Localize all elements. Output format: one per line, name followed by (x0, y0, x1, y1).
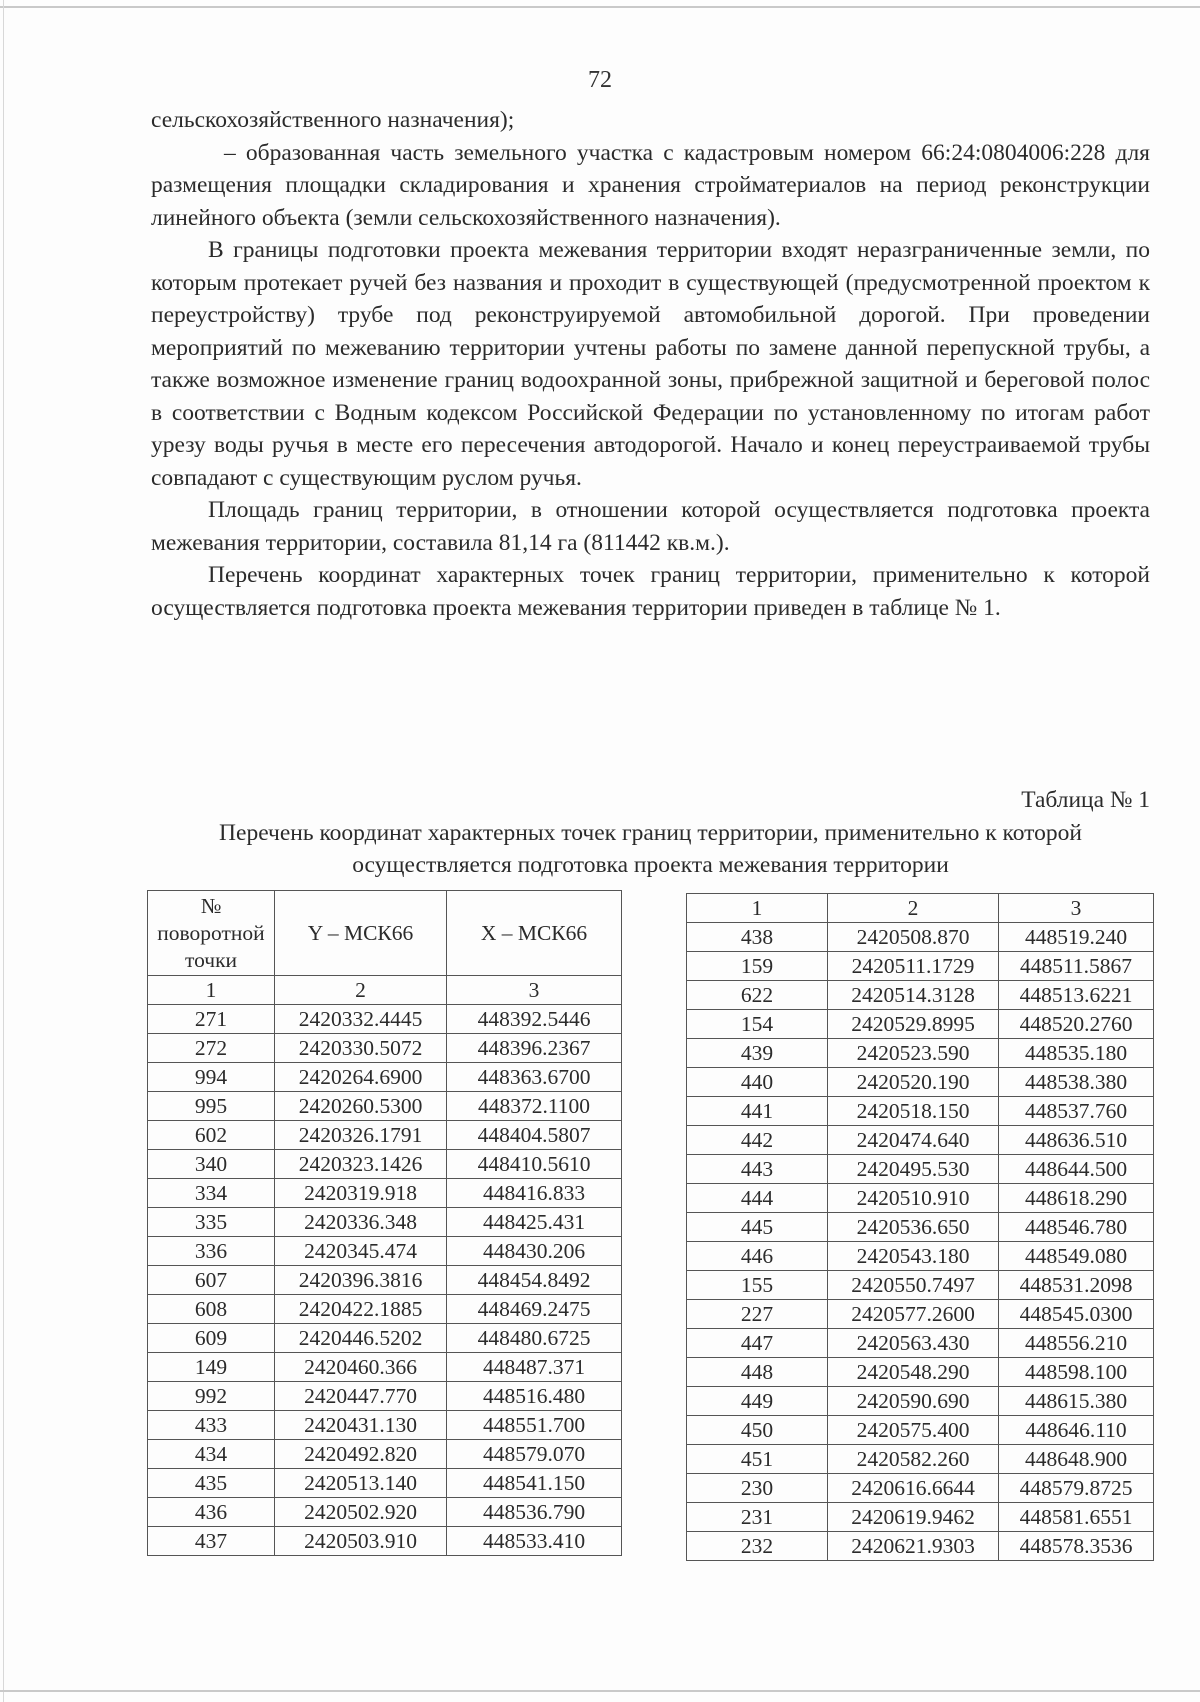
table-row (148, 1237, 622, 1266)
x-coordinate-cell: 448535.180 (999, 1039, 1154, 1068)
y-coordinate-cell: 2420520.190 (828, 1068, 999, 1097)
point-number-cell: 335 (148, 1208, 275, 1237)
point-number-cell: 227 (687, 1300, 828, 1329)
table-row (687, 952, 1154, 981)
x-coordinate-cell: 448546.780 (999, 1213, 1154, 1242)
table-row (148, 1266, 622, 1295)
x-coordinate-cell: 448520.2760 (999, 1010, 1154, 1039)
x-coordinate-cell: 448425.431 (447, 1208, 622, 1237)
table-row (687, 1242, 1154, 1271)
point-number-cell: 271 (148, 1005, 275, 1034)
table-row (148, 1150, 622, 1179)
y-coordinate-cell: 2420621.9303 (828, 1532, 999, 1561)
point-number-cell: 446 (687, 1242, 828, 1271)
y-coordinate-cell: 2420345.474 (275, 1237, 447, 1266)
paragraph: сельскохозяйственного назначения); (151, 107, 515, 133)
point-number-cell: 230 (687, 1474, 828, 1503)
point-number-cell: 435 (148, 1469, 275, 1498)
table-row (148, 1440, 622, 1469)
x-coordinate-cell: 448480.6725 (447, 1324, 622, 1353)
x-coordinate-cell: 448644.500 (999, 1155, 1154, 1184)
y-coordinate-cell: 2420619.9462 (828, 1503, 999, 1532)
column-number-row (687, 894, 1154, 923)
x-coordinate-cell: 448410.5610 (447, 1150, 622, 1179)
x-coordinate-cell: 448551.700 (447, 1411, 622, 1440)
point-number-cell: 434 (148, 1440, 275, 1469)
x-coordinate-cell: 448487.371 (447, 1353, 622, 1382)
column-number-cell: 2 (828, 894, 999, 923)
point-number-cell: 334 (148, 1179, 275, 1208)
y-coordinate-cell: 2420492.820 (275, 1440, 447, 1469)
point-number-cell: 439 (687, 1039, 828, 1068)
point-number-cell: 447 (687, 1329, 828, 1358)
y-coordinate-cell: 2420332.4445 (275, 1005, 447, 1034)
table-row (687, 1068, 1154, 1097)
table-row (687, 1387, 1154, 1416)
point-number-cell: 155 (687, 1271, 828, 1300)
y-coordinate-cell: 2420330.5072 (275, 1034, 447, 1063)
x-coordinate-cell: 448396.2367 (447, 1034, 622, 1063)
x-coordinate-cell: 448469.2475 (447, 1295, 622, 1324)
column-number-cell: 1 (687, 894, 828, 923)
point-number-cell: 436 (148, 1498, 275, 1527)
point-number-cell: 231 (687, 1503, 828, 1532)
point-number-cell: 449 (687, 1387, 828, 1416)
x-coordinate-cell: 448363.6700 (447, 1063, 622, 1092)
x-coordinate-cell: 448516.480 (447, 1382, 622, 1411)
y-coordinate-cell: 2420446.5202 (275, 1324, 447, 1353)
y-coordinate-cell: 2420422.1885 (275, 1295, 447, 1324)
table-row (687, 1097, 1154, 1126)
y-coordinate-cell: 2420447.770 (275, 1382, 447, 1411)
coordinates-table-right (686, 893, 1154, 1561)
point-number-cell: 272 (148, 1034, 275, 1063)
paragraph: Перечень координат характерных точек границ территории, применительно к которой осуществляется подготовка проекта межевания территории приведен в таблице № 1. (151, 562, 1150, 621)
point-number-cell: 608 (148, 1295, 275, 1324)
x-coordinate-cell: 448615.380 (999, 1387, 1154, 1416)
table-caption: Таблица № 1 (1021, 787, 1150, 813)
y-coordinate-cell: 2420513.140 (275, 1469, 447, 1498)
x-coordinate-cell: 448430.206 (447, 1237, 622, 1266)
y-coordinate-cell: 2420264.6900 (275, 1063, 447, 1092)
x-coordinate-cell: 448636.510 (999, 1126, 1154, 1155)
table-row (687, 923, 1154, 952)
x-coordinate-cell: 448579.070 (447, 1440, 622, 1469)
x-coordinate-cell: 448648.900 (999, 1445, 1154, 1474)
x-coordinate-cell: 448545.0300 (999, 1300, 1154, 1329)
point-number-cell: 149 (148, 1353, 275, 1382)
table-row (687, 1300, 1154, 1329)
point-number-cell: 609 (148, 1324, 275, 1353)
y-coordinate-cell: 2420260.5300 (275, 1092, 447, 1121)
y-coordinate-cell: 2420510.910 (828, 1184, 999, 1213)
y-coordinate-cell: 2420616.6644 (828, 1474, 999, 1503)
column-number-cell: 2 (275, 976, 447, 1005)
point-number-cell: 159 (687, 952, 828, 981)
y-coordinate-cell: 2420536.650 (828, 1213, 999, 1242)
y-coordinate-cell: 2420543.180 (828, 1242, 999, 1271)
x-coordinate-cell: 448618.290 (999, 1184, 1154, 1213)
y-coordinate-cell: 2420514.3128 (828, 981, 999, 1010)
point-number-cell: 441 (687, 1097, 828, 1126)
paragraph: Площадь границ территории, в отношении которой осуществляется подготовка проекта межевания территории, составила 81,14 га (811442 кв.м.). (151, 497, 1150, 556)
x-coordinate-cell: 448404.5807 (447, 1121, 622, 1150)
table-title: Перечень координат характерных точек границ территории, применительно к которой осуществляется подготовка проекта межевания территории (219, 820, 1082, 878)
y-coordinate-cell: 2420518.150 (828, 1097, 999, 1126)
table-row (687, 981, 1154, 1010)
y-coordinate-cell: 2420548.290 (828, 1358, 999, 1387)
point-number-cell: 992 (148, 1382, 275, 1411)
y-coordinate-cell: 2420495.530 (828, 1155, 999, 1184)
table-row (687, 1503, 1154, 1532)
x-coordinate-cell: 448533.410 (447, 1527, 622, 1556)
table-row (148, 1324, 622, 1353)
table-row (687, 1213, 1154, 1242)
table-row (148, 1411, 622, 1440)
table-row (687, 1329, 1154, 1358)
point-number-cell: 448 (687, 1358, 828, 1387)
x-coordinate-header: X – МСК66 (447, 891, 622, 976)
x-coordinate-cell: 448538.380 (999, 1068, 1154, 1097)
table-header-row (148, 891, 622, 976)
point-number-cell: 433 (148, 1411, 275, 1440)
y-coordinate-cell: 2420323.1426 (275, 1150, 447, 1179)
paragraph: В границы подготовки проекта межевания территории входят неразграниченные земли, по которым протекает ручей без названия и проходит в существующей (предусмотренной проектом к переустройству) трубе под реконструируемой автомобильной дорогой. При проведении мероприятий по межеванию территории учтены работы по замене данной перепускной трубы, а также возможное изменение границ водоохранной зоны, прибрежной защитной и береговой полос в соответствии с Водным кодексом Российской Федерации по установленному по итогам работ урезу воды ручья в месте его пересечения автодорогой. Начало и конец переустраиваемой трубы совпадают с существующим руслом ручья. (151, 237, 1150, 491)
point-number-cell: 340 (148, 1150, 275, 1179)
point-number-cell: 438 (687, 923, 828, 952)
point-number-cell: 607 (148, 1266, 275, 1295)
y-coordinate-cell: 2420503.910 (275, 1527, 447, 1556)
coordinates-table-left (147, 890, 622, 1556)
y-coordinate-cell: 2420508.870 (828, 923, 999, 952)
x-coordinate-cell: 448416.833 (447, 1179, 622, 1208)
x-coordinate-cell: 448519.240 (999, 923, 1154, 952)
x-coordinate-cell: 448598.100 (999, 1358, 1154, 1387)
table-row (687, 1039, 1154, 1068)
table-row (148, 1092, 622, 1121)
x-coordinate-cell: 448454.8492 (447, 1266, 622, 1295)
y-coordinate-cell: 2420326.1791 (275, 1121, 447, 1150)
y-coordinate-cell: 2420523.590 (828, 1039, 999, 1068)
column-number-row (148, 976, 622, 1005)
x-coordinate-cell: 448581.6551 (999, 1503, 1154, 1532)
y-coordinate-cell: 2420396.3816 (275, 1266, 447, 1295)
table-row (687, 1416, 1154, 1445)
table-row (148, 1208, 622, 1237)
scan-edge-bottom (0, 1690, 1200, 1692)
table-row (148, 1469, 622, 1498)
table-row (148, 1005, 622, 1034)
column-number-cell: 3 (447, 976, 622, 1005)
x-coordinate-cell: 448578.3536 (999, 1532, 1154, 1561)
y-coordinate-cell: 2420460.366 (275, 1353, 447, 1382)
y-coordinate-cell: 2420319.918 (275, 1179, 447, 1208)
scan-edge-top (0, 6, 1200, 8)
x-coordinate-cell: 448579.8725 (999, 1474, 1154, 1503)
point-number-cell: 451 (687, 1445, 828, 1474)
y-coordinate-cell: 2420529.8995 (828, 1010, 999, 1039)
table-row (687, 1126, 1154, 1155)
y-coordinate-header: Y – МСК66 (275, 891, 447, 976)
point-number-cell: 232 (687, 1532, 828, 1561)
scan-edge-left (3, 0, 4, 1702)
point-number-cell: 440 (687, 1068, 828, 1097)
page-number: 72 (588, 67, 612, 93)
table-row (148, 1063, 622, 1092)
x-coordinate-cell: 448549.080 (999, 1242, 1154, 1271)
table-row (687, 1155, 1154, 1184)
point-number-cell: 994 (148, 1063, 275, 1092)
column-number-cell: 3 (999, 894, 1154, 923)
table-row (148, 1527, 622, 1556)
table-row (148, 1034, 622, 1063)
paragraph: – образованная часть земельного участка с кадастровым номером 66:24:0804006:228 для размещения площадки складирования и хранения стройматериалов на период реконструкции линейного объекта (земли сельскохозяйственного назначения). (151, 139, 1150, 231)
table-row (687, 1474, 1154, 1503)
point-number-cell: 622 (687, 981, 828, 1010)
point-number-cell: 602 (148, 1121, 275, 1150)
point-number-cell: 437 (148, 1527, 275, 1556)
point-number-cell: 450 (687, 1416, 828, 1445)
y-coordinate-cell: 2420474.640 (828, 1126, 999, 1155)
table-row (148, 1382, 622, 1411)
y-coordinate-cell: 2420590.690 (828, 1387, 999, 1416)
x-coordinate-cell: 448513.6221 (999, 981, 1154, 1010)
table-row (687, 1184, 1154, 1213)
y-coordinate-cell: 2420511.1729 (828, 952, 999, 981)
point-number-cell: 443 (687, 1155, 828, 1184)
table-row (687, 1532, 1154, 1561)
point-number-cell: 442 (687, 1126, 828, 1155)
column-number-cell: 1 (148, 976, 275, 1005)
x-coordinate-cell: 448392.5446 (447, 1005, 622, 1034)
table-row (148, 1121, 622, 1150)
x-coordinate-cell: 448531.2098 (999, 1271, 1154, 1300)
point-number-cell: 445 (687, 1213, 828, 1242)
point-number-cell: 444 (687, 1184, 828, 1213)
table-row (148, 1179, 622, 1208)
x-coordinate-cell: 448537.760 (999, 1097, 1154, 1126)
y-coordinate-cell: 2420550.7497 (828, 1271, 999, 1300)
point-number-cell: 154 (687, 1010, 828, 1039)
table-row (687, 1010, 1154, 1039)
x-coordinate-cell: 448536.790 (447, 1498, 622, 1527)
point-number-header: № поворотной точки (148, 891, 275, 976)
y-coordinate-cell: 2420582.260 (828, 1445, 999, 1474)
point-number-cell: 336 (148, 1237, 275, 1266)
y-coordinate-cell: 2420577.2600 (828, 1300, 999, 1329)
x-coordinate-cell: 448372.1100 (447, 1092, 622, 1121)
y-coordinate-cell: 2420336.348 (275, 1208, 447, 1237)
x-coordinate-cell: 448646.110 (999, 1416, 1154, 1445)
body-text (151, 104, 1150, 624)
x-coordinate-cell: 448541.150 (447, 1469, 622, 1498)
table-row (687, 1358, 1154, 1387)
y-coordinate-cell: 2420431.130 (275, 1411, 447, 1440)
table-row (687, 1445, 1154, 1474)
table-row (148, 1353, 622, 1382)
y-coordinate-cell: 2420575.400 (828, 1416, 999, 1445)
point-number-cell: 995 (148, 1092, 275, 1121)
table-row (148, 1295, 622, 1324)
y-coordinate-cell: 2420502.920 (275, 1498, 447, 1527)
y-coordinate-cell: 2420563.430 (828, 1329, 999, 1358)
table-row (687, 1271, 1154, 1300)
x-coordinate-cell: 448511.5867 (999, 952, 1154, 981)
x-coordinate-cell: 448556.210 (999, 1329, 1154, 1358)
table-row (148, 1498, 622, 1527)
